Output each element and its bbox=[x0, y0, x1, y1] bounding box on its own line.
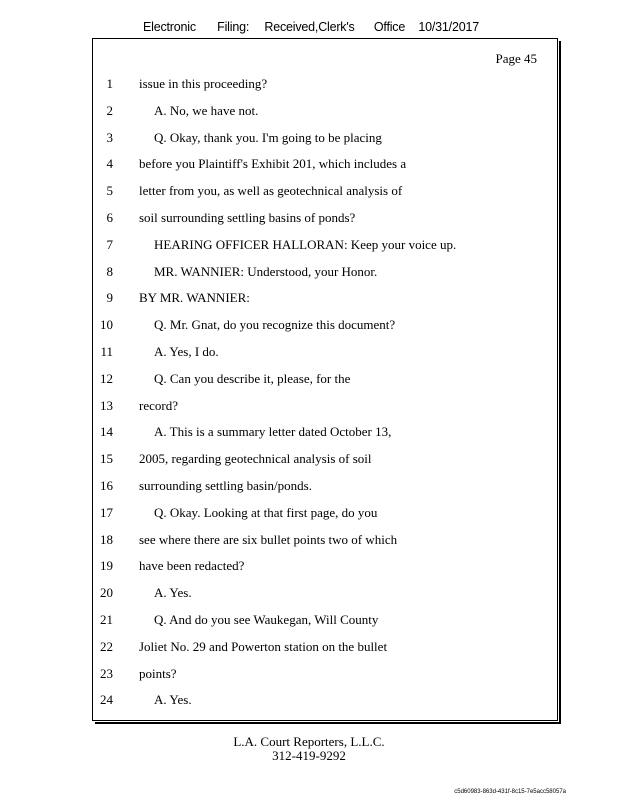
line-text: Q. Mr. Gnat, do you recognize this document? bbox=[154, 317, 396, 333]
page-number: Page 45 bbox=[495, 51, 537, 66]
line-number: 24 bbox=[100, 692, 113, 708]
line-text: points? bbox=[139, 665, 177, 681]
line-text: issue in this proceeding? bbox=[139, 76, 268, 91]
line-text: Q. Can you describe it, please, for the bbox=[154, 370, 351, 386]
line-text: see where there are six bullet points two of which bbox=[139, 531, 398, 547]
line-text: Q. And do you see Waukegan, Will County bbox=[154, 612, 379, 627]
line-text: before you Plaintiff's Exhibit 201, which includes a bbox=[139, 156, 407, 172]
line-number: 23 bbox=[100, 665, 113, 681]
line-text: Joliet No. 29 and Powerton station on the bullet bbox=[139, 638, 388, 654]
line-text: Q. Okay, thank you. I'm going to be placing bbox=[154, 129, 382, 145]
line-text: MR. WANNIER: Understood, your Honor. bbox=[154, 263, 378, 279]
line-number: 18 bbox=[100, 531, 113, 547]
line-number: 11 bbox=[100, 344, 113, 359]
line-text: A. Yes. bbox=[154, 585, 192, 601]
line-number: 13 bbox=[100, 397, 113, 413]
line-number: 6 bbox=[106, 210, 113, 225]
line-number: 5 bbox=[106, 183, 113, 199]
line-number: 22 bbox=[100, 638, 113, 654]
line-number: 10 bbox=[100, 317, 113, 333]
line-text: Q. Okay. Looking at that first page, do you bbox=[154, 504, 378, 520]
line-number: 9 bbox=[106, 290, 113, 306]
line-text: HEARING OFFICER HALLORAN: Keep your voice up. bbox=[154, 236, 457, 252]
filing-word-office: Office bbox=[373, 20, 406, 34]
line-number: 17 bbox=[100, 504, 113, 520]
filing-date: 10/31/2017 bbox=[418, 20, 479, 34]
footer-company: L.A. Court Reporters, L.L.C. bbox=[233, 734, 385, 749]
line-number: 16 bbox=[100, 478, 113, 493]
line-number: 3 bbox=[106, 129, 113, 145]
line-text: A. Yes. bbox=[154, 692, 192, 708]
line-number: 2 bbox=[106, 102, 113, 118]
document-hash: c5d60983-863d-431f-8c15-7e5acc58057a bbox=[454, 789, 566, 795]
filing-word-electronic: Electronic bbox=[143, 20, 196, 34]
filing-word-filing: Filing: bbox=[217, 20, 250, 34]
line-number: 7 bbox=[106, 236, 113, 252]
line-text: A. This is a summary letter dated October 13, bbox=[154, 424, 392, 440]
line-number: 21 bbox=[100, 612, 113, 627]
line-number: 15 bbox=[100, 451, 113, 467]
line-number: 1 bbox=[106, 76, 113, 91]
line-text: have been redacted? bbox=[139, 558, 245, 574]
line-number: 19 bbox=[100, 558, 113, 574]
line-text: letter from you, as well as geotechnical analysis of bbox=[139, 183, 403, 199]
transcript-page bbox=[92, 38, 558, 721]
line-number: 4 bbox=[106, 156, 113, 172]
filing-stamp bbox=[143, 20, 479, 34]
line-text: 2005, regarding geotechnical analysis of soil bbox=[139, 451, 372, 467]
line-number: 20 bbox=[100, 585, 113, 601]
filing-word-received: Received,Clerk's bbox=[264, 20, 355, 34]
line-text: A. No, we have not. bbox=[154, 102, 259, 118]
line-number: 14 bbox=[100, 424, 113, 440]
line-text: soil surrounding settling basins of ponds? bbox=[139, 210, 356, 225]
line-number: 8 bbox=[106, 263, 113, 279]
line-text: record? bbox=[139, 397, 178, 413]
line-number: 12 bbox=[100, 370, 113, 386]
footer-phone: 312-419-9292 bbox=[272, 748, 346, 763]
line-text: BY MR. WANNIER: bbox=[139, 290, 250, 306]
line-text: A. Yes, I do. bbox=[154, 344, 219, 359]
line-text: surrounding settling basin/ponds. bbox=[139, 478, 312, 493]
